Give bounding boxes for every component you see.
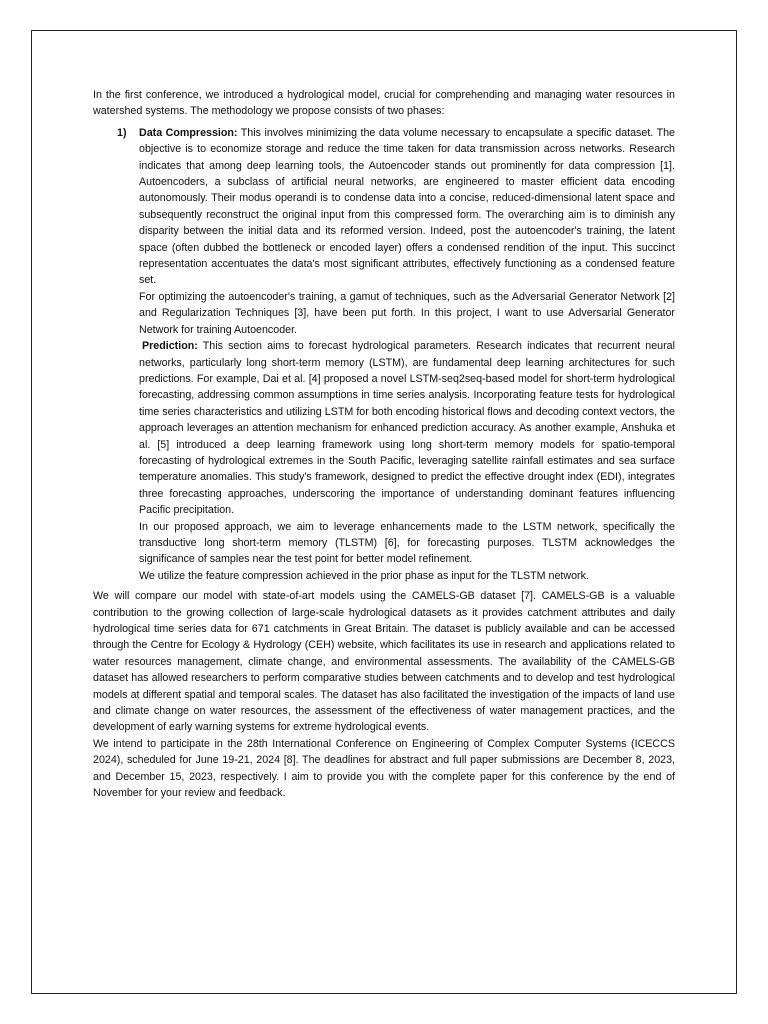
phase-item-prediction [139, 338, 675, 584]
phase1-term: Data Compression: [139, 126, 238, 139]
phase2-paragraph [139, 338, 675, 518]
phase2-term: Prediction: [142, 340, 198, 353]
phase1-paragraph [139, 125, 675, 289]
phase2-text: This section aims to forecast hydrological parameters. Research indicates that recurrent neural networks, particularly long short-term memory (LSTM), are fundamental deep learning architectures for such predictions. For example, Dai et al. [4] proposed a novel LSTM-seq2seq-based model for short-term hydrological forecasting, addressing common assumptions in time series analysis. Incorporating feature tests for hydrological time series characteristics and utilizing LSTM for both encoding historical flows and decoding context vectors, the approach leverages an attention mechanism for enhanced prediction accuracy. As another example, Anshuka et al. [5] introduced a deep learning framework using long short-term memory models for spatio-temporal forecasting of hydrological extremes in the South Pacific, leveraging satellite rainfall estimates and sea surface temperature anomalies. This study's framework, designed to predict the effective drought index (EDI), integrates three forecasting approaches, underscoring the importance of understanding dominant features influencing Pacific precipitation. [139, 340, 675, 517]
intro-paragraph: In the first conference, we introduced a hydrological model, crucial for comprehending and managing water resources in watershed systems. The methodology we propose consists of two phases: [93, 89, 675, 118]
document-body [93, 87, 675, 801]
phase-item-data-compression [117, 125, 675, 338]
phase-number: 1) [117, 126, 127, 139]
conference-paragraph: We intend to participate in the 28th International Conference on Engineering of Complex Computer Systems (ICECCS 2024), scheduled for June 19-21, 2024 [8]. The deadlines for abstract and full paper submissions are December 8, 2023, and December 15, 2023, respectively. I aim to provide you with the complete paper for this conference by the end of November for your review and feedback. [93, 737, 675, 800]
phase2-paragraph-3: We utilize the feature compression achieved in the prior phase as input for the TLSTM network. [139, 569, 589, 582]
phase1-paragraph-2: For optimizing the autoencoder's training, a gamut of techniques, such as the Adversarial Generator Network [2] and Regularization Techniques [3], have been put forth. In this project, I want to use Adversarial Generator Network for training Autoencoder. [139, 290, 675, 336]
phase-list [93, 125, 675, 584]
phase2-paragraph-2: In our proposed approach, we aim to leverage enhancements made to the LSTM network, specifically the transductive long short-term memory (TLSTM) [6], for forecasting purposes. TLSTM acknowledges the significance of samples near the test point for better model refinement. [139, 520, 675, 566]
camels-paragraph: We will compare our model with state-of-art models using the CAMELS-GB dataset [7]. CAMELS-GB is a valuable contribution to the growing collection of large-scale hydrological datasets as it provides catchment attributes and daily hydrological time series data for 671 catchments in Great Britain. The dataset is publicly available and can be accessed through the Centre for Ecology & Hydrology (CEH) website, which facilitates its use in research and applications related to water resources management, climate change, and environmental assessments. The availability of the CAMELS-GB dataset has allowed researchers to perform comparative studies between catchments and to develop and test hydrological models at different spatial and temporal scales. The dataset has also facilitated the investigation of the impacts of land use and climate change on water resources, the assessment of the effectiveness of water management practices, and the development of early warning systems for extreme hydrological events. [93, 590, 675, 734]
phase1-text: This involves minimizing the data volume necessary to encapsulate a specific dataset. The objective is to economize storage and reduce the time taken for data transmission across networks. Research indicates that among deep learning tools, the Autoencoder stands out prominently for data compression [1]. Autoencoders, a subclass of artificial neural networks, are engineered to master efficient data encoding autonomously. Their modus operandi is to condense data into a concise, reduced-dimensional latent space and subsequently reconstruct the original input from this compressed form. The overarching aim is to diminish any disparity between the initial data and its reformed version. Indeed, post the autoencoder's training, the latent space (often dubbed the bottleneck or encoded layer) offers a condensed rendition of the input. This succinct representation accentuates the data's most significant attributes, effectively functioning as a condensed feature set. [139, 126, 675, 287]
